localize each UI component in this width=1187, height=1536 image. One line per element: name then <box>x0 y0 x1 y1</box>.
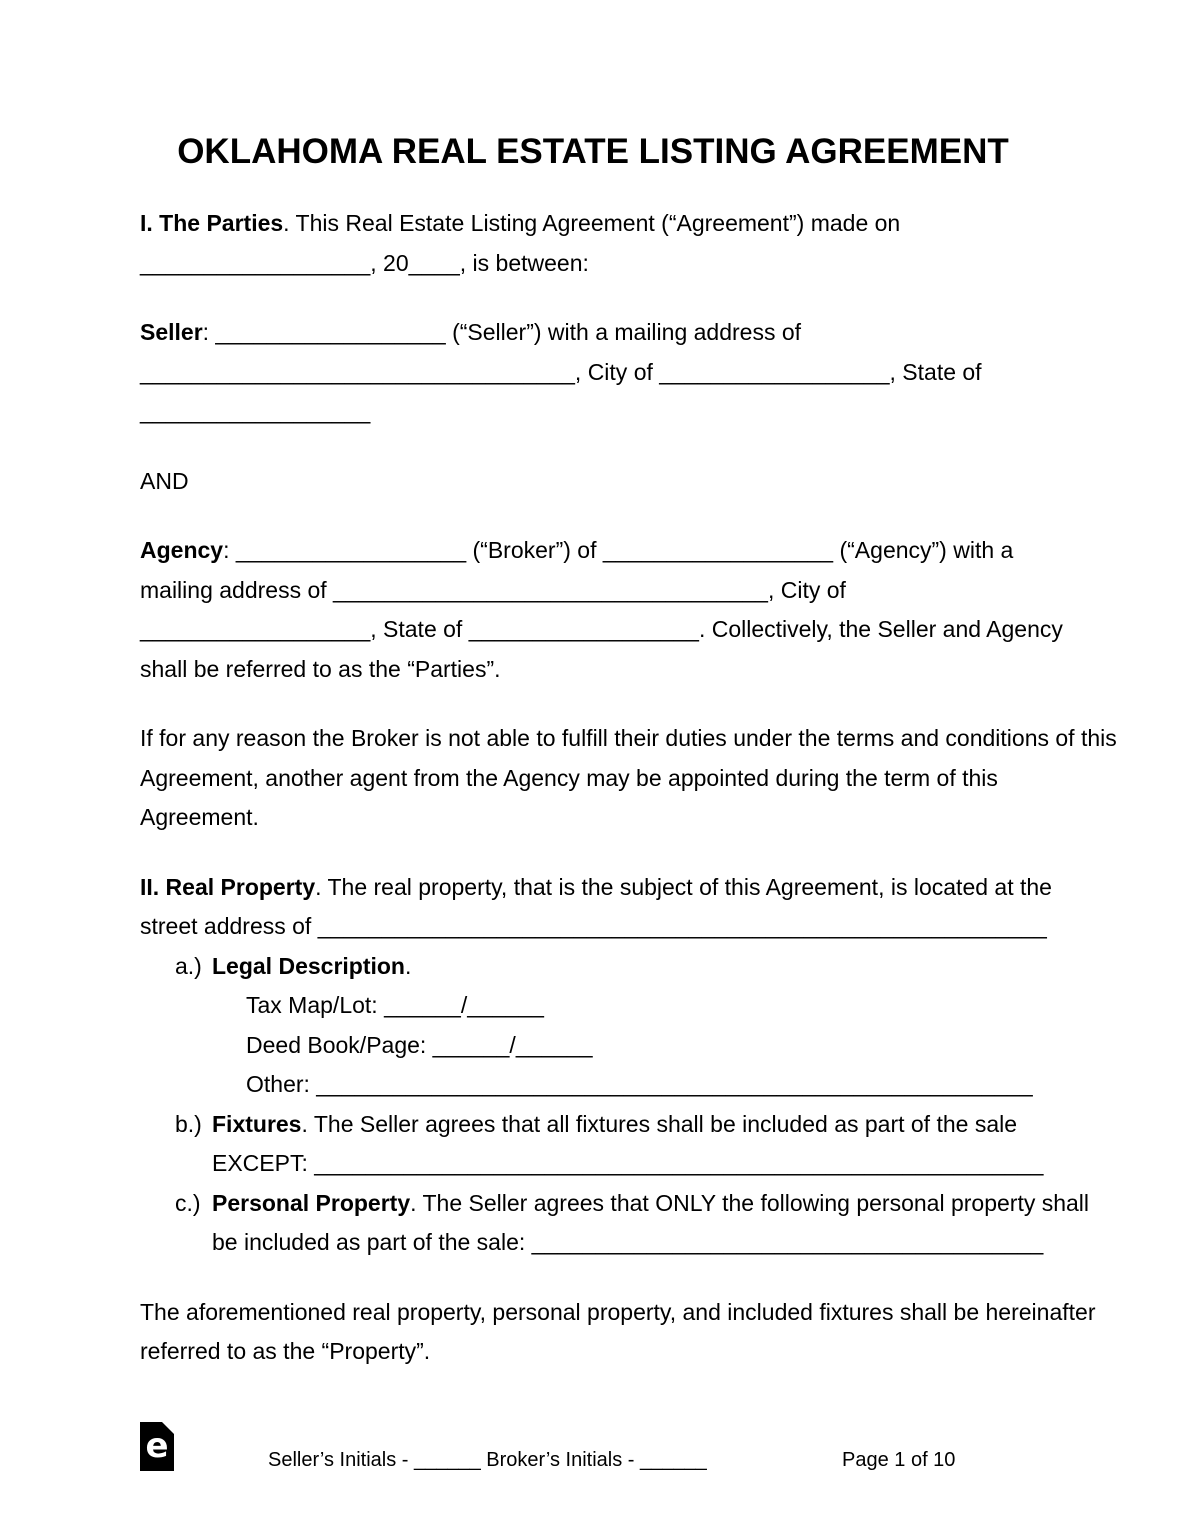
seller-state-blank-line: __________________ <box>140 398 371 424</box>
seller-clause-line1 <box>140 313 1046 353</box>
page-indicator: Page 1 of 10 <box>842 1449 956 1471</box>
document-title: OKLAHOMA REAL ESTATE LISTING AGREEMENT <box>177 132 1009 171</box>
broker-substitution-line1: If for any reason the Broker is not able to fulfill their duties under the terms and conditions of this <box>140 725 1117 751</box>
list-marker-c: c.) <box>175 1189 201 1216</box>
fixtures-except-blank-line: EXCEPT: _________________________________________________________ <box>212 1150 1044 1176</box>
agency-state-blank-line: __________________, State of __________________. Collectively, the Seller and Agency <box>140 616 1063 642</box>
eforms-logo-letter: e <box>145 1426 169 1466</box>
agency-parties-line: shall be referred to as the “Parties”. <box>140 655 501 682</box>
parties-heading: I. The Parties <box>140 210 284 236</box>
eforms-logo <box>140 1422 174 1471</box>
deed-book-page-line: Deed Book/Page: ______/______ <box>246 1031 593 1058</box>
agency-heading: Agency <box>140 537 224 563</box>
seller-heading: Seller <box>140 319 203 345</box>
list-item-legal-description <box>140 947 1046 1105</box>
tax-map-lot-line: Tax Map/Lot: ______/______ <box>246 992 544 1018</box>
agency-clause-line1 <box>140 531 1046 571</box>
real-property-heading: II. Real Property <box>140 873 316 900</box>
agreement-date-blank-line: __________________, 20____, is between: <box>140 249 589 276</box>
list-item-personal-property <box>140 1184 1090 1263</box>
fixtures-text: . The Seller agrees that all fixtures shall be included as part of the sale <box>301 1110 1018 1137</box>
agency-text: : __________________ (“Broker”) of __________________ (“Agency”) with a <box>223 537 1014 563</box>
footer-initials-line: Seller’s Initials - ______ Broker’s Initials - ______ <box>268 1449 707 1471</box>
other-blank-line: Other: ________________________________________________________ <box>246 1071 1033 1097</box>
document-content <box>140 0 1117 1372</box>
real-property-text: . The real property, that is the subject of this Agreement, is located at the <box>315 873 1052 900</box>
property-definition-line2: referred to as the “Property”. <box>140 1338 431 1364</box>
broker-substitution-clause <box>140 719 1117 838</box>
list-item-fixtures <box>140 1105 1046 1184</box>
personal-property-blank-line: be included as part of the sale: ________________________________________ <box>212 1229 1044 1255</box>
property-definition-clause <box>140 1293 1096 1372</box>
list-marker-a: a.) <box>175 952 202 979</box>
parties-clause <box>140 204 1046 283</box>
fixtures-line1 <box>212 1105 1046 1145</box>
seller-address-blank-line: __________________________________, City of __________________, State of <box>140 358 982 385</box>
seller-clause <box>140 313 1046 432</box>
legal-description-line1 <box>212 947 1046 987</box>
list-marker-b: b.) <box>175 1110 202 1137</box>
real-property-line1 <box>140 868 1052 908</box>
parties-clause-line1 <box>140 204 1046 244</box>
property-definition-line1: The aforementioned real property, personal property, and included fixtures shall be hereinafter <box>140 1298 1096 1325</box>
agency-address-blank-line: mailing address of __________________________________, City of <box>140 576 846 603</box>
seller-text: : __________________ (“Seller”) with a mailing address of <box>202 319 802 345</box>
real-property-clause <box>140 868 1052 947</box>
personal-property-text: . The Seller agrees that ONLY the following personal property shall <box>410 1189 1090 1216</box>
agency-clause <box>140 531 1063 689</box>
personal-property-heading: Personal Property <box>212 1189 411 1216</box>
and-connector: AND <box>140 467 189 494</box>
legal-description-text: . <box>404 952 412 979</box>
broker-substitution-line2: Agreement, another agent from the Agency may be appointed during the term of this <box>140 764 998 791</box>
parties-text: . This Real Estate Listing Agreement (“Agreement”) made on <box>283 210 901 236</box>
street-address-blank-line: street address of _________________________________________________________ <box>140 913 1047 939</box>
broker-substitution-line3: Agreement. <box>140 804 259 830</box>
personal-property-line1 <box>212 1184 1090 1224</box>
legal-description-heading: Legal Description <box>212 952 405 979</box>
real-property-section <box>140 868 1090 1263</box>
fixtures-heading: Fixtures <box>212 1110 302 1137</box>
